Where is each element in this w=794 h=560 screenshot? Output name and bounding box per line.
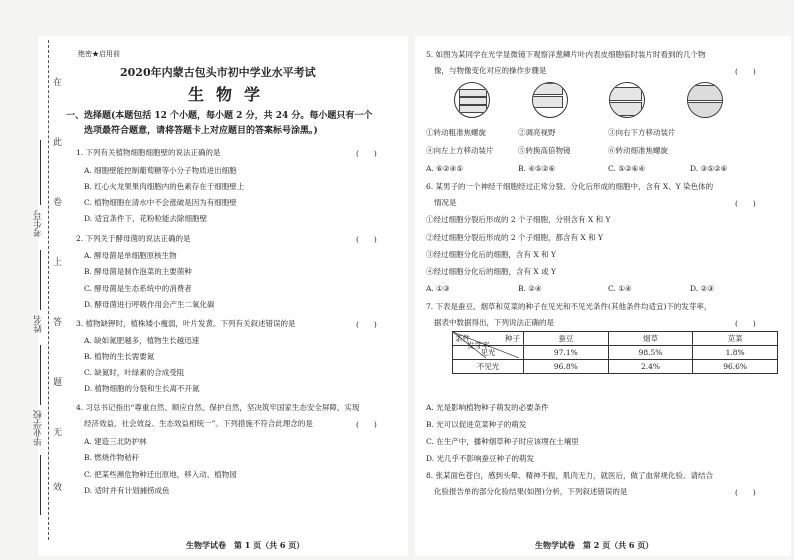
germination-table <box>452 331 778 374</box>
question-8-stem-line2: 化验报告单的部分化验结果(如图)分析，下列叙述错误的是 <box>434 487 628 496</box>
student-id-line <box>40 140 41 205</box>
answer-paren: ( ) <box>356 235 377 244</box>
table-row <box>453 360 778 374</box>
q5-step-3: ③向右下方移动装片 <box>608 128 676 137</box>
q6-option-d: D. ②③ <box>690 284 714 293</box>
exam-title: 2020年内蒙古包头市初中学业水平考试 <box>120 66 316 79</box>
name-line <box>40 250 41 310</box>
school-label: 毕业学校 <box>34 410 44 446</box>
gutter-char: 此 <box>53 138 63 148</box>
q4-option-a: A. 建造三北防护林 <box>84 437 147 446</box>
q6-statement-3: ③经过细胞分化后的细胞，含有 X 和 Y <box>426 250 556 259</box>
microscope-view-3 <box>609 82 645 118</box>
q3-option-a: A. 缺如氮肥越多，植物生长越迅速 <box>84 336 200 345</box>
q1-option-c: C. 植物细胞在清水中不会涨破是因为有细胞壁 <box>84 198 237 207</box>
table-cell: 2.4% <box>608 360 693 374</box>
question-5-stem-line2: 像，与物像变化对应的操作步骤是 <box>434 66 547 75</box>
corner-seed-label: 种子 <box>505 334 520 343</box>
q5-step-2: ②调亮视野 <box>518 128 556 137</box>
q6-statement-2: ②经过细胞分裂后形成的 2 个子细胞，都含有 X 和 Y <box>426 233 603 242</box>
section-instruction: 选项最符合题意，请将答题卡上对应题目的答案标号涂黑。) <box>84 126 318 136</box>
q4-option-d: D. 适时并有计划捕捞成鱼 <box>84 486 170 495</box>
question-1-stem: 1. 下列有关植物细胞细胞壁的说法正确的是 <box>76 148 221 157</box>
student-id-label: 考生号 <box>34 210 44 237</box>
gutter-char: 卷 <box>53 198 63 208</box>
q3-option-c: C. 缺氮时，叶绿素的合成受阻 <box>84 368 185 377</box>
q4-option-c: C. 把某些濒危物种迁出原地，移入动、植物园 <box>84 470 237 479</box>
q1-option-d: D. 适宜条件下，花粉粒能去除细胞壁 <box>84 214 208 223</box>
table-header: 蚕豆 <box>524 332 609 346</box>
q6-option-a: A. ①③ <box>426 284 450 293</box>
q7-option-b: B. 光可以促进苋菜种子的萌发 <box>426 420 527 429</box>
microscope-view-4 <box>687 82 723 118</box>
microscope-view-1 <box>454 82 490 118</box>
question-6-stem-line1: 6. 某男子的一个神经干细胞经过正常分裂、分化后形成的细胞中，含有 X、Y 染色体的 <box>426 182 714 191</box>
gutter-char: 无 <box>53 428 63 438</box>
corner-rate-label: 发芽率 <box>467 341 490 350</box>
q2-option-c: C. 酵母菌是生态系统中的消费者 <box>84 284 192 293</box>
footer-left: 生物学试卷 第 1 页（共 6 页） <box>186 540 305 550</box>
q3-option-b: B. 植物的生长需要氮 <box>84 352 155 361</box>
q6-option-c: C. ①④ <box>608 284 632 293</box>
gutter-char: 在 <box>53 78 63 88</box>
question-8-stem-line1: 8. 张某面色苍白，感到头晕、精神不振，肌肉无力，就医后，做了血常规化验。请结合 <box>426 471 714 480</box>
table-cell: 96.6% <box>693 360 778 374</box>
microscope-view-2 <box>532 82 568 118</box>
footer-right: 生物学试卷 第 2 页（共 6 页） <box>535 540 654 550</box>
q4-option-b: B. 燃烧作物秸秆 <box>84 453 140 462</box>
question-4-stem-line2: 经济效益、社会效益、生态效益相统一”。下列措施不符合此理念的是 <box>84 419 313 428</box>
subject-title: 生物学 <box>188 85 273 104</box>
q2-option-d: D. 酵母菌进行呼吸作用会产生二氧化碳 <box>84 300 215 309</box>
table-header: 苋菜 <box>693 332 778 346</box>
table-cell: 96.8% <box>524 360 609 374</box>
binding-line <box>48 40 49 540</box>
q5-option-d: D. ③⑤②⑥ <box>690 164 728 173</box>
answer-paren: ( ) <box>356 149 377 158</box>
answer-paren: ( ) <box>356 320 377 329</box>
question-7-stem-line2: 据表中数据得出，下列说法正确的是 <box>434 318 554 327</box>
section-heading: 一、选择题(本题包括 12 个小题，每小题 2 分，共 24 分。每小题只有一个 <box>66 111 373 121</box>
q5-step-6: ⑥转动细准焦螺旋 <box>608 146 668 155</box>
gutter-char: 上 <box>53 258 63 268</box>
q5-option-a: A. ⑥②④⑤ <box>426 164 464 173</box>
gutter-char: 答 <box>53 318 63 328</box>
question-3-stem: 3. 植物缺钾时，植株矮小瘦弱，叶片发黄。下列有关叙述错误的是 <box>76 319 296 328</box>
row-label: 不见光 <box>453 360 524 374</box>
q6-option-b: B. ②④ <box>518 284 542 293</box>
gutter-line-bottom <box>40 455 41 515</box>
table-header: 烟草 <box>608 332 693 346</box>
table-corner-cell <box>453 332 524 350</box>
corner-condition-label: 条件 <box>455 334 470 343</box>
q5-option-c: C. ⑤②⑥④ <box>608 164 646 173</box>
q7-option-a: A. 光是影响植物种子萌发的必要条件 <box>426 403 549 412</box>
question-7-stem-line1: 7. 下表是蚕豆、烟草和苋菜的种子在见光和不见光条件(其他条件均适宜)下的发芽率， <box>426 302 712 311</box>
table-cell: 98.5% <box>608 346 693 360</box>
q1-option-b: B. 红心火龙果果肉细胞内的色素存在于细胞壁上 <box>84 182 245 191</box>
gutter-char: 题 <box>53 378 63 388</box>
q5-step-5: ⑤转换高倍物镜 <box>518 146 571 155</box>
answer-paren: ( ) <box>735 319 756 328</box>
answer-paren: ( ) <box>356 420 377 429</box>
question-5-stem-line1: 5. 如图为某同学在光学显微镜下观察洋葱鳞片叶内表皮细胞临时装片时看到的几个物 <box>426 50 706 59</box>
answer-paren: ( ) <box>735 67 756 76</box>
table-cell: 1.8% <box>693 346 778 360</box>
q6-statement-1: ①经过细胞分裂后形成的 2 个子细胞，分别含有 X 和 Y <box>426 215 611 224</box>
q5-option-b: B. ④⑤②⑥ <box>518 164 556 173</box>
q2-option-b: B. 酵母菌是制作泡菜的主要菌种 <box>84 267 192 276</box>
answer-paren: ( ) <box>735 199 756 208</box>
secret-mark: 绝密★启用前 <box>78 50 120 58</box>
question-4-stem-line1: 4. 习总书记指出“尊重自然、顺应自然、保护自然，坚决筑牢国家生态安全屏障，实现 <box>76 403 360 412</box>
question-6-stem-line2: 情况是 <box>434 198 457 207</box>
q5-step-4: ④向左上方移动装片 <box>426 146 494 155</box>
q6-statement-4: ④经过细胞分化后的细胞，含有 X 或 Y <box>426 267 556 276</box>
q7-option-d: D. 光几乎不影响蚕豆种子的萌发 <box>426 454 535 463</box>
q7-option-c: C. 在生产中，播种烟草种子时应该埋在土壤里 <box>426 437 579 446</box>
answer-paren: ( ) <box>735 488 756 497</box>
name-label: 姓名 <box>34 315 44 333</box>
question-2-stem: 2. 下列关于酵母菌的说法正确的是 <box>76 234 191 243</box>
gutter-char: 效 <box>53 483 63 493</box>
q5-step-1: ①转动粗准焦螺旋 <box>426 128 486 137</box>
table-cell: 97.1% <box>524 346 609 360</box>
q3-option-d: D. 植物细胞的分裂和生长离不开氮 <box>84 384 200 393</box>
row-label: 见光 <box>453 346 524 360</box>
school-line <box>40 345 41 405</box>
q2-option-a: A. 酵母菌是单细胞原核生物 <box>84 251 177 260</box>
q1-option-a: A. 细胞壁能控制葡萄糖等小分子物质进出细胞 <box>84 166 237 175</box>
